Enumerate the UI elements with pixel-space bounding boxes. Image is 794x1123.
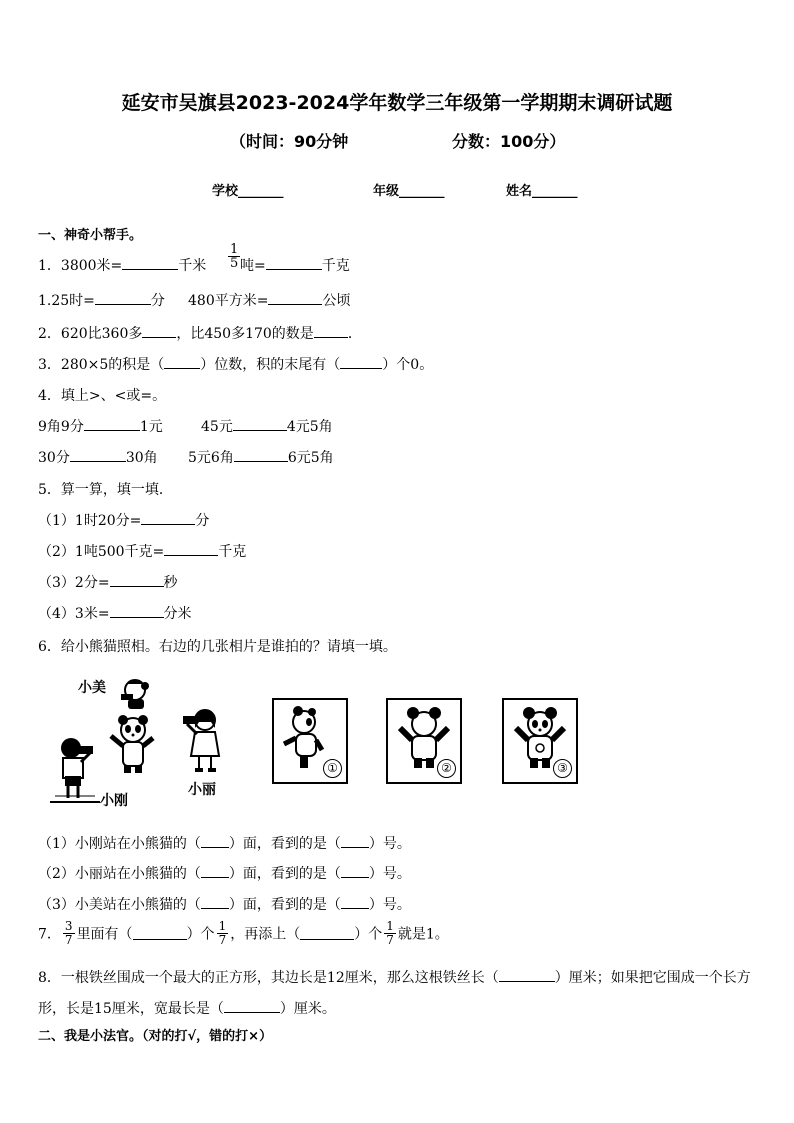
photo-number-2: ② — [437, 759, 456, 778]
label-xiaogang: 小刚 — [100, 793, 128, 809]
answer-blank[interactable] — [499, 969, 555, 982]
photo-number-1: ① — [323, 759, 342, 778]
q4-item: 30分 — [38, 450, 70, 466]
q2-text-b: ，比450多170的数是 — [176, 326, 314, 342]
q1-part2 — [240, 255, 350, 275]
photo-3 — [502, 698, 578, 784]
q8-text: ）厘米；如果把它围成一个长方 — [554, 970, 751, 986]
answer-blank[interactable] — [133, 927, 187, 940]
q5-item-3 — [38, 572, 178, 592]
answer-blank[interactable] — [234, 447, 288, 462]
q4-item: 1元 — [139, 419, 163, 435]
q5-item-1 — [38, 510, 209, 530]
answer-blank[interactable] — [110, 572, 164, 587]
q8-text: ）厘米。 — [279, 1001, 336, 1017]
q3-text-b: ）位数，积的末尾有（ — [200, 357, 341, 373]
q6-item-3 — [38, 894, 411, 914]
fraction-numerator: 1 — [230, 242, 239, 257]
exam-time: （时间：90分钟 — [230, 132, 349, 151]
q7-text: ）个 — [354, 926, 383, 943]
answer-blank[interactable] — [201, 896, 229, 909]
answer-blank[interactable] — [341, 865, 369, 878]
q7-text: ，再添上（ — [230, 926, 301, 943]
question-8-line1 — [38, 967, 751, 987]
q5-unit: 千克 — [218, 544, 247, 560]
fraction-denominator: 7 — [386, 933, 394, 947]
q5-text: （4）3米= — [38, 606, 110, 622]
xiaomei-figure — [121, 680, 149, 709]
answer-blank[interactable] — [164, 541, 218, 556]
answer-blank[interactable] — [122, 255, 178, 270]
q4-item: 5元6角 — [188, 450, 234, 466]
q1b-unit2: 公顷 — [322, 293, 351, 309]
q2-text-c: ． — [347, 326, 362, 342]
photo-1 — [272, 698, 348, 784]
fraction-denominator: 7 — [64, 933, 73, 947]
q6-text: （3）小美站在小熊猫的（ — [38, 897, 201, 913]
question-1b — [38, 290, 165, 310]
answer-blank[interactable] — [201, 865, 229, 878]
answer-blank[interactable] — [164, 356, 200, 369]
question-1 — [38, 255, 206, 275]
q5-unit: 分米 — [163, 606, 192, 622]
q7-text: 就是1。 — [397, 926, 449, 943]
q3-text-c: ）个0。 — [382, 357, 434, 373]
q1b-mid: 480平方米= — [188, 293, 269, 309]
kids-and-panda-illustration — [45, 672, 245, 810]
q5-unit: 分 — [195, 513, 210, 529]
q4-row2-right — [188, 447, 334, 467]
q5-unit: 秒 — [163, 575, 178, 591]
q4-item: 45元 — [201, 419, 233, 435]
question-2 — [38, 323, 362, 343]
q4-item: 30角 — [125, 450, 158, 466]
answer-blank[interactable] — [340, 356, 382, 369]
question-7 — [38, 920, 449, 947]
q8-text: 形，长是15厘米，宽最长是（ — [38, 1001, 224, 1017]
label-xiaomei: 小美 — [78, 680, 106, 696]
answer-blank[interactable] — [95, 290, 151, 305]
q4-row2-left — [38, 447, 158, 467]
q6-item-2 — [38, 863, 411, 883]
fraction-numerator: 3 — [64, 919, 73, 933]
question-4: 4．填上>、<或=。 — [38, 388, 167, 404]
q6-text: （1）小刚站在小熊猫的（ — [38, 836, 201, 852]
q8-text: 8．一根铁丝围成一个最大的正方形，其边长是12厘米，那么这根铁丝长（ — [38, 970, 499, 986]
q7-number: 7． — [38, 926, 61, 943]
q5-item-2 — [38, 541, 246, 561]
fraction-numerator: 1 — [386, 919, 394, 933]
q3-text-a: 3．280×5的积是（ — [38, 357, 165, 373]
answer-blank[interactable] — [233, 416, 287, 431]
section-2-title: 二、我是小法官。（对的打√，错的打×） — [38, 1029, 273, 1044]
fraction-numerator: 1 — [218, 919, 227, 933]
q1-unit2: 千克 — [321, 258, 350, 274]
q1b-unit1: 分 — [150, 293, 165, 309]
school-field: 学校_______ — [212, 184, 284, 199]
q6-text: ）号。 — [368, 866, 411, 882]
q6-text: ）面，看到的是（ — [228, 836, 341, 852]
q6-text: ）号。 — [368, 897, 411, 913]
question-5: 5．算一算，填一填． — [38, 482, 173, 498]
answer-blank[interactable] — [201, 835, 229, 848]
section-1-title: 一、神奇小帮手。 — [38, 228, 143, 243]
question-6: 6．给小熊猫照相。右边的几张相片是谁拍的？请填一填。 — [38, 639, 397, 655]
answer-blank[interactable] — [142, 323, 176, 338]
q5-text: （2）1吨500千克= — [38, 544, 165, 560]
q1-prefix: 1．3800米= — [38, 258, 123, 274]
answer-blank[interactable] — [70, 447, 126, 462]
photo-number-3: ③ — [553, 759, 572, 778]
q6-text: （2）小丽站在小熊猫的（ — [38, 866, 201, 882]
q5-text: （3）2分= — [38, 575, 110, 591]
q4-item: 9角9分 — [38, 419, 84, 435]
page-title: 延安市吴旗县2023-2024学年数学三年级第一学期期末调研试题 — [121, 92, 673, 114]
question-3 — [38, 354, 433, 374]
exam-score: 分数：100分） — [452, 132, 566, 151]
answer-blank[interactable] — [300, 927, 354, 940]
answer-blank[interactable] — [341, 835, 369, 848]
answer-blank[interactable] — [268, 290, 322, 305]
name-field: 姓名_______ — [506, 184, 578, 199]
answer-blank[interactable] — [224, 1000, 280, 1013]
answer-blank[interactable] — [266, 255, 322, 270]
q1-mid: 吨= — [240, 258, 266, 274]
photo-2 — [386, 698, 462, 784]
q4-item: 6元5角 — [287, 450, 334, 466]
xiaogang-figure — [61, 738, 93, 798]
q2-text-a: 2．620比360多 — [38, 326, 143, 342]
q7-text: ）个 — [186, 926, 215, 943]
fraction-denominator: 5 — [230, 256, 239, 271]
q7-text: 里面有（ — [76, 926, 133, 943]
fraction-denominator: 7 — [218, 933, 227, 947]
label-xiaoli: 小丽 — [188, 782, 216, 798]
q1-unit1: 千米 — [178, 258, 207, 274]
answer-blank[interactable] — [341, 896, 369, 909]
xiaoli-figure — [183, 710, 219, 772]
answer-blank[interactable] — [84, 416, 140, 431]
q4-item: 4元5角 — [286, 419, 333, 435]
q4-row1-right — [201, 416, 333, 436]
panda-figure — [111, 715, 153, 773]
answer-blank[interactable] — [314, 323, 348, 338]
q5-text: （1）1时20分= — [38, 513, 142, 529]
q6-text: ）面，看到的是（ — [228, 897, 341, 913]
question-8-line2 — [38, 998, 336, 1018]
grade-field: 年级_______ — [373, 184, 445, 199]
q6-text: ）号。 — [368, 836, 411, 852]
q6-text: ）面，看到的是（ — [228, 866, 341, 882]
q5-item-4 — [38, 603, 192, 623]
q1b-prefix: 1.25时= — [38, 293, 95, 309]
answer-blank[interactable] — [110, 603, 164, 618]
q4-row1-left — [38, 416, 163, 436]
answer-blank[interactable] — [141, 510, 195, 525]
question-1b-part2 — [188, 290, 350, 310]
q6-item-1 — [38, 833, 411, 853]
